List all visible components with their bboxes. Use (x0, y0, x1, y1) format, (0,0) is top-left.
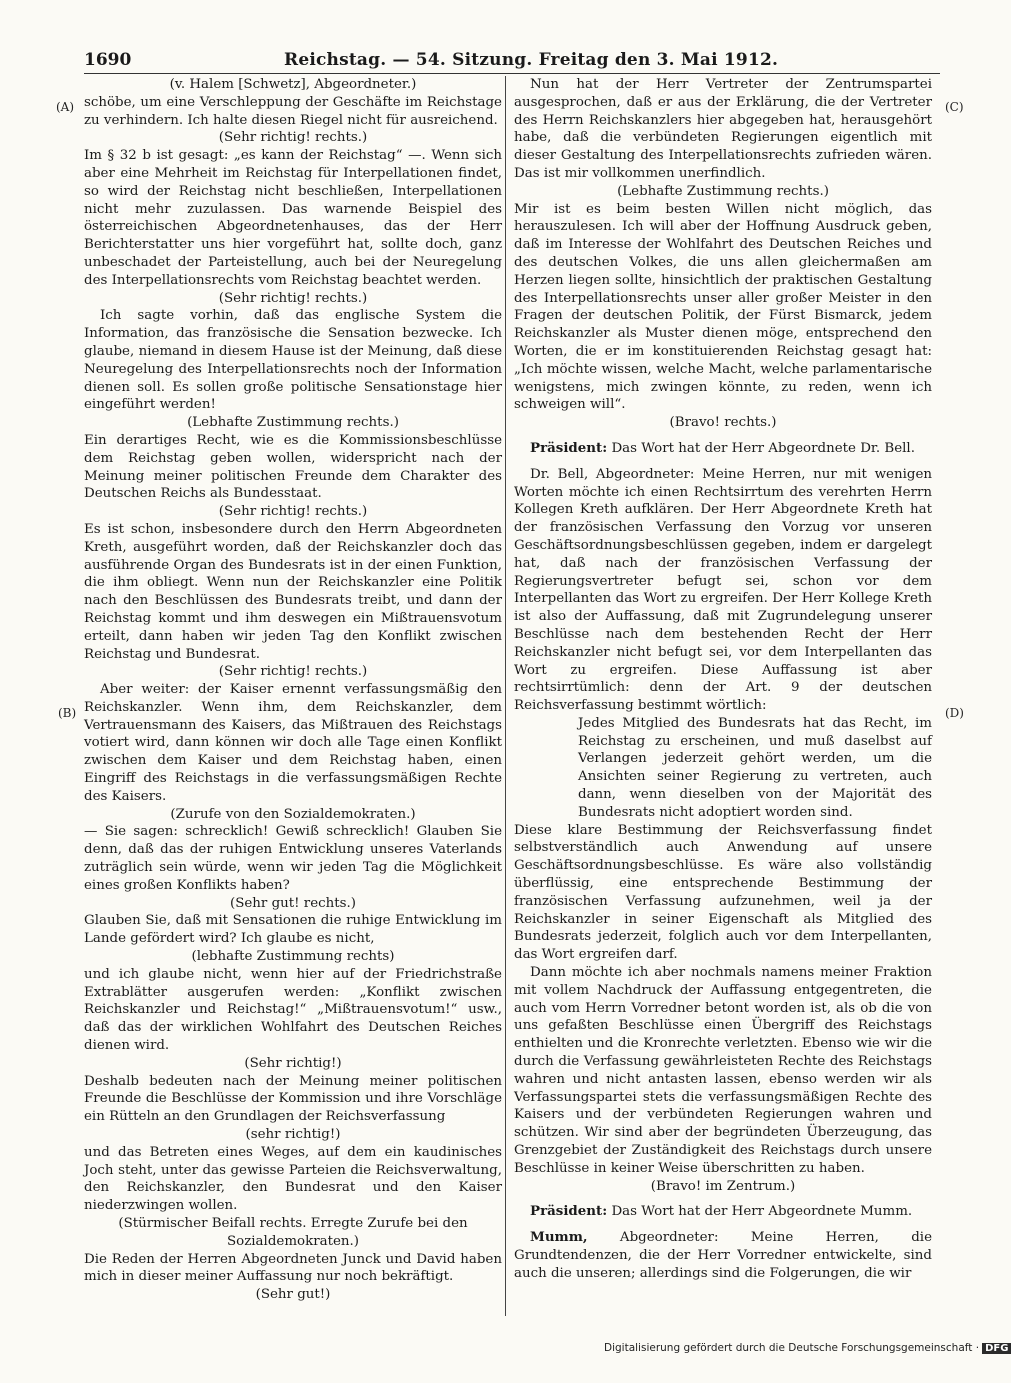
interjection: (Bravo! im Zentrum.) (650, 1178, 796, 1194)
paragraph: schöbe, um eine Verschleppung der Geschäfte im Reichstage zu verhindern. Ich halte diesen Riegel nicht für ausreichend. (84, 94, 502, 128)
interjection: (Sehr richtig! rechts.) (218, 130, 368, 146)
paragraph: und das Betreten eines Weges, auf dem ein kaudinisches Joch steht, unter das gewisse Parteien die Reichsverwaltung, den Reichskanzler, den Bundesrat und den Kaiser niederzwingen wollen. (84, 1144, 502, 1214)
paragraph: Dr. Bell, Abgeordneter: Meine Herren, nur mit wenigen Worten möchte ich einen Rechtsirrtum des verehrten Herrn Kollegen Kreth aufklären. Der Herr Abgeordnete Kreth hat der französischen Verfassung den Vorzug vor unseren Geschäftsordnungsbeschlüssen gegeben, indem er dargelegt hat, daß nach der französischen Verfassung der Regierungsvertreter befugt sei, schon vor dem Interpellanten das Wort zu ergreifen. Der Herr Kollege Kreth ist also der Auffassung, daß mit Zugrundelegung unserer Beschlüsse nach dem bestehenden Recht der Herr Reichskanzler nicht befugt sei, vor dem Interpellanten das Wort zu ergreifen. Diese Auffassung ist aber rechtsirrtümlich: denn der Art. 9 der deutschen Reichsverfassung bestimmt wörtlich: (514, 466, 932, 714)
speaker-name: Mumm, (530, 1229, 588, 1246)
interjection: (Sehr gut! rechts.) (229, 895, 356, 911)
interjection: (v. Halem [Schwetz], Abgeordneter.) (169, 77, 417, 92)
interjection: (Sehr gut!) (255, 1287, 331, 1303)
paragraph: Jedes Mitglied des Bundesrats hat das Recht, im Reichstag zu erscheinen, und muß daselbst auf Verlangen jederzeit gehört werden, um die Ansichten seiner Regierung zu vertreten, auch dann, wenn dieselben von der Majorität des Bundesrats nicht adoptiert worden sind. (578, 715, 932, 820)
interjection: (Zurufe von den Sozialdemokraten.) (170, 806, 416, 822)
paragraph: Es ist schon, insbesondere durch den Herrn Abgeordneten Kreth, ausgeführt worden, daß der Reichskanzler doch das ausführende Organ des Bundesrats ist in der einen Funktion, die ihm obliegt. Wenn nun der Reichskanzler eine Politik nach den Beschlüssen des Bundesrats treibt, und dann der Reichstag kommt und ihm deswegen ein Mißtrauensvotum erteilt, dann haben wir jeden Tag den Konflikt zwischen Reichstag und Bundesrat. (84, 521, 502, 662)
interjection: (Sehr richtig! rechts.) (218, 504, 368, 520)
interjection: (Bravo! rechts.) (669, 415, 777, 431)
left-column (84, 76, 502, 1304)
paragraph: Aber weiter: der Kaiser ernennt verfassungsmäßig den Reichskanzler. Wenn ihm, dem Reichskanzler, dem Vertrauensmann des Kaisers, das Mißtrauen des Reichstags votiert wird, dann können wir doch alle Tage einen Konflikt zwischen dem Kaiser und dem Reichstag haben, einen Eingriff des Reichstags in die verfassungsmäßigen Rechte des Kaisers. (84, 682, 502, 804)
interjection: (Sehr richtig! rechts.) (218, 664, 368, 680)
column-divider (505, 76, 506, 1316)
paragraph (514, 1203, 932, 1221)
interjection: (Lebhafte Zustimmung rechts.) (617, 183, 829, 199)
paragraph: — Sie sagen: schrecklich! Gewiß schrecklich! Glauben Sie denn, daß das der ruhigen Entwicklung unseres Vaterlands zuträglich sein würde, wenn wir jeden Tag die Möglichkeit eines großen Konflikts haben? (84, 824, 502, 893)
paragraph: Dann möchte ich aber nochmals namens meiner Fraktion mit vollem Nachdruck der Auffassung entgegentreten, die auch vom Herrn Vorredner betont worden ist, als ob die von uns gefaßten Beschlüsse einen Übergriff des Reichstags enthielten und die Kronrechte verletzten. Ebenso wie wir die durch die Verfassung gewährleisteten Rechte des Reichstags wahren und nicht antasten lassen, ebenso werden wir als Verfassungspartei stets die verfassungsmäßigen Rechte des Kaisers und der verbündeten Regierungen wahren und schützen. Wir sind aber der begründeten Überzeugung, das Grenzgebiet der Zuständigkeit des Reichstags durch unsere Beschlüsse in keiner Weise überschritten zu haben. (514, 965, 932, 1176)
paragraph (514, 1229, 932, 1282)
margin-marker-c: (C) (945, 100, 964, 114)
running-title: Reichstag. — 54. Sitzung. Freitag den 3. Mai 1912. (284, 50, 779, 70)
paragraph: Im § 32 b ist gesagt: „es kann der Reichstag“ —. Wenn sich aber eine Mehrheit im Reichstag für Interpellationen findet, so wird der Reichstag nicht beschließen, Interpellationen nicht mehr zuzulassen. Das warnende Beispiel des österreichischen Abgeordnetenhauses, das der Herr Berichterstatter uns hier vorgeführt hat, sollte doch, ganz unbeschadet der Parteistellung, auch bei der Neuregelung des Interpellationsrechts vom Reichstag beachtet werden. (84, 148, 502, 288)
page-header (84, 50, 940, 74)
interjection: (Sehr richtig! rechts.) (218, 290, 368, 306)
right-column (514, 76, 932, 1283)
margin-marker-b: (B) (58, 706, 77, 720)
paragraph-text: Abgeordneter: Meine Herren, die Grundtendenzen, die der Herr Vorredner entwickelte, sind auch die unseren; allerdings sind die Folgerungen, die wir (514, 1230, 932, 1281)
margin-marker-a: (A) (56, 100, 75, 114)
paragraph: Nun hat der Herr Vertreter der Zentrumspartei ausgesprochen, daß er aus der Erklärung, die der Vertreter des Herrn Reichskanzlers hier abgegeben hat, herausgehört habe, daß die verbündeten Regierungen eigentlich mit dieser Gestaltung des Interpellationsrechts zufrieden wären. Das ist mir vollkommen unerfindlich. (514, 77, 932, 181)
header-rule (84, 73, 940, 74)
paragraph: Ein derartiges Recht, wie es die Kommissionsbeschlüsse dem Reichstag geben wollen, widerspricht nach der Meinung meiner politischen Freunde dem Charakter des Deutschen Reichs als Bundesstaat. (84, 432, 502, 502)
interjection: (Lebhafte Zustimmung rechts.) (187, 415, 399, 431)
paragraph: Diese klare Bestimmung der Reichsverfassung findet selbstverständlich auch Anwendung auf unsere Geschäftsordnungsbeschlüsse. Es wäre also vollständig überflüssig, eine entsprechende Bestimmung der französischen Verfassung aufzunehmen, weil ja der Reichskanzler in seiner Eigenschaft als Mitglied des Bundesrats jederzeit, folglich auch vor dem Interpellanten, das Wort ergreifen darf. (514, 822, 932, 963)
page-number: 1690 (84, 50, 132, 70)
paragraph: Glauben Sie, daß mit Sensationen die ruhige Entwicklung im Lande gefördert wird? Ich glaube es nicht, (84, 913, 502, 947)
paragraph-text: Das Wort hat der Herr Abgeordnete Dr. Bell. (607, 440, 915, 456)
interjection: (sehr richtig!) (245, 1127, 341, 1143)
interjection: (Stürmischer Beifall rechts. Erregte Zurufe bei den Sozialdemokraten.) (118, 1216, 468, 1249)
dfg-logo: DFG (982, 1343, 1011, 1354)
margin-marker-d: (D) (945, 706, 964, 720)
paragraph (514, 440, 932, 458)
speaker-name: Präsident: (530, 1203, 608, 1220)
paragraph: und ich glaube nicht, wenn hier auf der Friedrichstraße Extrablätter ausgerufen werden: „Konflikt zwischen Reichskanzler und Reichstag!“ „Mißtrauensvotum!“ usw., daß das der wirklichen Wohlfahrt des Deutschen Reiches dienen wird. (84, 966, 502, 1054)
footer-credit (604, 1342, 1011, 1354)
paragraph: Mir ist es beim besten Willen nicht möglich, das herauszulesen. Ich will aber der Hoffnung Ausdruck geben, daß im Interesse der Wohlfahrt des Deutschen Reiches und des deutschen Volkes, die uns allen gleichermaßen am Herzen liegen sollte, hinsichtlich der praktischen Gestaltung des Interpellationsrechts unser aller großer Meister in den Fragen der deutschen Politik, der Fürst Bismarck, jedem Reichskanzler als Muster dienen möge, entsprechend den Worten, die er im konstituierenden Reichstag gesagt hat: „Ich möchte wissen, welche Macht, welche parlamentarische wenigstens, mich zwingen könnte, zu reden, wenn ich schweigen will“. (514, 201, 932, 413)
speaker-name: Präsident: (530, 439, 608, 456)
paragraph-text: Das Wort hat der Herr Abgeordnete Mumm. (607, 1204, 913, 1220)
footer-text: Digitalisierung gefördert durch die Deutsche Forschungsgemeinschaft · (604, 1342, 980, 1354)
interjection: (Sehr richtig!) (244, 1055, 342, 1071)
paragraph: Ich sagte vorhin, daß das englische System die Information, das französische die Sensation bezwecke. Ich glaube, niemand in diesem Hause ist der Meinung, daß diese Neuregelung des Interpellationsrechts noch der Information dienen soll. Es sollen große politische Sensationstage hier eingeführt werden! (84, 308, 502, 413)
paragraph: Deshalb bedeuten nach der Meinung meiner politischen Freunde die Beschlüsse der Kommission und ihre Vorschläge ein Rütteln an den Grundlagen der Reichsverfassung (84, 1073, 502, 1125)
paragraph: Die Reden der Herren Abgeordneten Junck und David haben mich in dieser meiner Auffassung nur noch bekräftigt. (84, 1251, 502, 1285)
interjection: (lebhafte Zustimmung rechts) (191, 949, 395, 965)
